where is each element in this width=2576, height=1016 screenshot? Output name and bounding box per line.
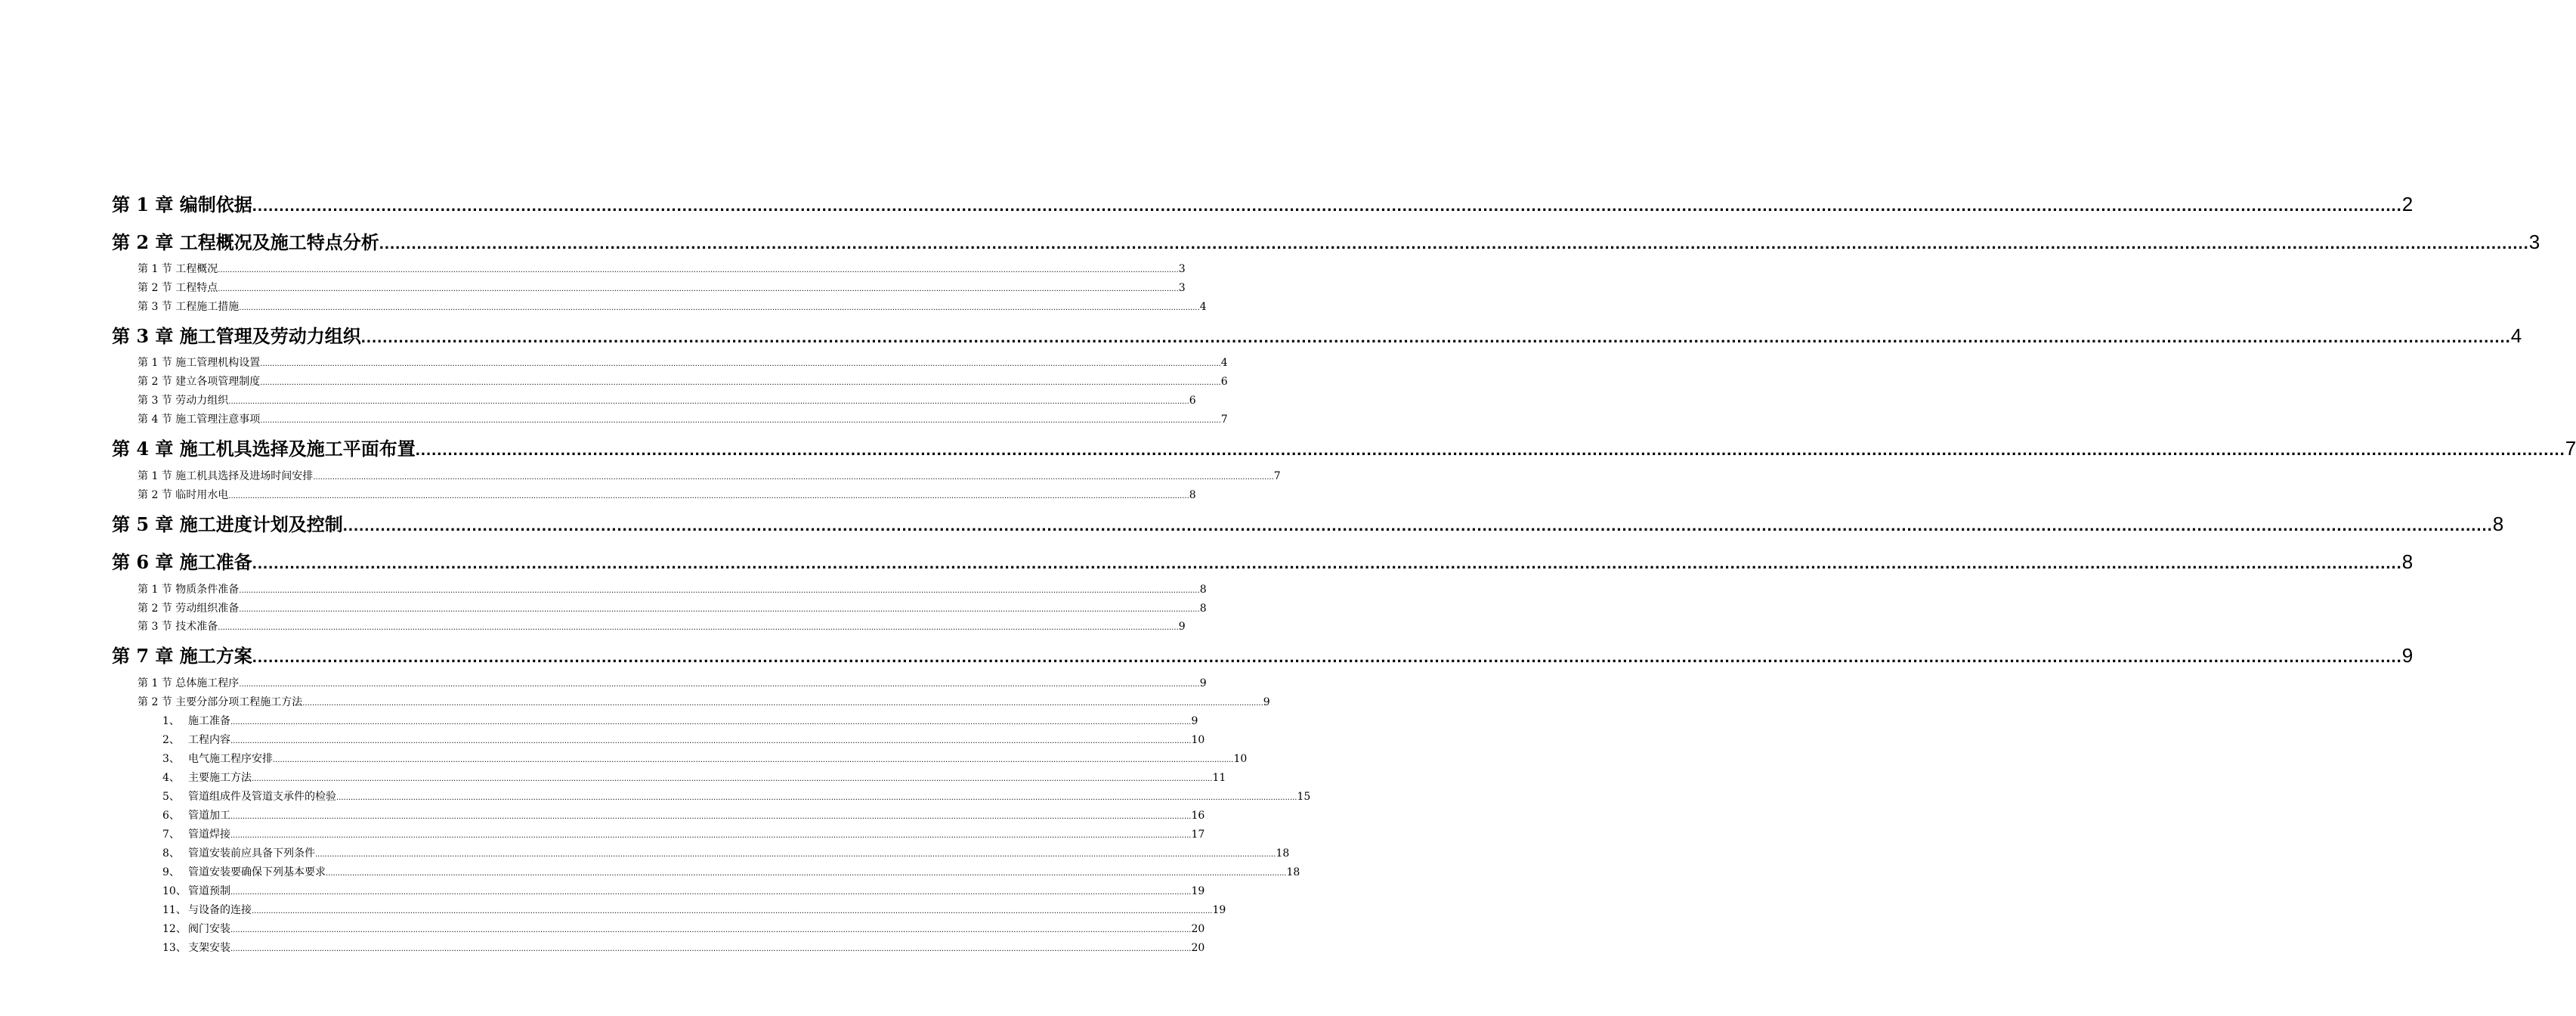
toc-entry-label: 第 5 章 施工进度计划及控制 — [112, 513, 343, 535]
toc-section-entry[interactable] — [138, 487, 1196, 503]
toc-item-title: 工程内容 — [188, 734, 230, 746]
toc-page-number: 9 — [1263, 696, 1270, 708]
toc-chapter-entry[interactable] — [112, 229, 2540, 255]
dot-leader: ................................................................................................................................................................................................................................................................................................................................................................................................................ — [228, 492, 1189, 500]
toc-chapter-entry[interactable] — [112, 435, 2576, 461]
toc-item-entry[interactable] — [162, 788, 1311, 805]
toc-chapter-entry[interactable] — [112, 191, 2414, 217]
toc-item-entry[interactable] — [162, 845, 1290, 862]
toc-entry-label: 第 1 节 施工机具选择及进场时间安排 — [138, 470, 314, 482]
toc-item-number: 1、 — [162, 715, 180, 727]
toc-item-title: 管道安装要确保下列基本要求 — [188, 866, 326, 878]
dot-leader: ................................................................................................................................................................................................................................................................................................................................................................................................................ — [313, 473, 1274, 482]
toc-entry-label: 第 4 节 施工管理注意事项 — [138, 414, 261, 426]
dot-leader: ................................................................................................................................................................................................................................................................................................................................................................................................................ — [239, 606, 1200, 614]
dot-leader: ................................................................................................................................................................................................................................................................................................................................................................................................................ — [218, 266, 1179, 274]
toc-page-number: 8 — [1189, 489, 1196, 501]
toc-entry-label — [162, 770, 252, 786]
toc-entry-label: 第 1 节 工程概况 — [138, 263, 218, 275]
toc-item-number: 8、 — [162, 847, 180, 860]
toc-page-number: 15 — [1297, 791, 1311, 803]
toc-entry-label: 第 2 节 劳动组织准备 — [138, 602, 240, 615]
toc-entry-label — [162, 807, 230, 824]
toc-entry-label — [162, 713, 230, 729]
toc-item-number: 3、 — [162, 753, 180, 765]
toc-entry-label: 第 1 节 总体施工程序 — [138, 677, 240, 689]
toc-entry-label: 第 2 节 建立各项管理制度 — [138, 376, 261, 388]
toc-entry-label: 第 1 节 施工管理机构设置 — [138, 357, 261, 369]
dot-leader: ................................................................................................................................................................................................................................................................................................................................................................................................................ — [239, 587, 1200, 595]
toc-section-entry[interactable] — [138, 411, 1228, 428]
toc-item-number: 9、 — [162, 866, 180, 878]
toc-page-number: 19 — [1191, 885, 1205, 897]
toc-item-number: 12、 — [162, 923, 187, 935]
toc-item-title: 管道预制 — [188, 885, 230, 897]
dot-leader: ................................................................................................................................................................................................................................................................................................................................................................................................................ — [315, 850, 1276, 859]
toc-item-title: 阀门安装 — [188, 923, 230, 935]
toc-chapter-entry[interactable] — [112, 511, 2504, 537]
toc-entry-label: 第 2 节 工程特点 — [138, 282, 218, 294]
toc-entry-label: 第 3 节 劳动力组织 — [138, 395, 229, 407]
dot-leader: ................................................................................................................................................................................................................................................................................................................................................................................................................ — [252, 907, 1213, 915]
toc-entry-label — [162, 883, 230, 900]
toc-page-number: 3 — [1178, 282, 1186, 294]
toc-page-number: 18 — [1286, 866, 1300, 878]
dot-leader: ................................................................................................................................................................................................................................................................................................................................................................................................................ — [302, 699, 1263, 708]
toc-page-number: 8 — [1199, 602, 1207, 615]
toc-item-entry[interactable] — [162, 713, 1198, 729]
dot-leader: ................................................................................................................................................................................................................................................................................................................................................................................................................ — [252, 775, 1213, 783]
toc-page-number: 8 — [1199, 584, 1207, 596]
dot-leader: ................................................................................................................................................................................................................................................................................................................................................................................................................ — [342, 516, 2493, 534]
toc-entry-label: 第 4 章 施工机具选择及施工平面布置 — [112, 438, 416, 460]
toc-page-number: 7 — [1220, 414, 1228, 426]
toc-item-entry[interactable] — [162, 902, 1226, 918]
toc-entry-label — [162, 940, 230, 956]
toc-section-entry[interactable] — [138, 675, 1207, 692]
dot-leader: ................................................................................................................................................................................................................................................................................................................................................................................................................ — [230, 718, 1192, 726]
dot-leader: ................................................................................................................................................................................................................................................................................................................................................................................................................ — [239, 680, 1200, 689]
toc-page-number: 20 — [1191, 942, 1205, 954]
toc-page-number: 9 — [1199, 677, 1207, 689]
dot-leader: ................................................................................................................................................................................................................................................................................................................................................................................................................ — [230, 888, 1192, 897]
toc-item-entry[interactable] — [162, 770, 1226, 786]
toc-item-entry[interactable] — [162, 940, 1205, 956]
toc-section-entry[interactable] — [138, 261, 1186, 277]
toc-entry-label: 第 2 章 工程概况及施工特点分析 — [112, 231, 379, 253]
toc-page-number: 10 — [1191, 734, 1205, 746]
toc-item-number: 2、 — [162, 734, 180, 746]
dot-leader: ................................................................................................................................................................................................................................................................................................................................................................................................................ — [230, 737, 1192, 745]
toc-item-number: 7、 — [162, 829, 180, 841]
toc-page-number: 18 — [1276, 847, 1290, 860]
toc-page-number: 4 — [2510, 324, 2522, 347]
toc-entry-label: 第 3 节 工程施工措施 — [138, 301, 240, 313]
dot-leader: ................................................................................................................................................................................................................................................................................................................................................................................................................ — [230, 945, 1192, 953]
toc-item-number: 6、 — [162, 810, 180, 822]
toc-item-entry[interactable] — [162, 864, 1300, 881]
toc-page-number: 7 — [2565, 437, 2576, 460]
toc-page-number: 8 — [2492, 513, 2504, 535]
toc-item-entry[interactable] — [162, 807, 1205, 824]
toc-page-number: 2 — [2401, 193, 2414, 215]
toc-item-number: 4、 — [162, 772, 180, 784]
toc-item-title: 管道安装前应具备下列条件 — [188, 847, 315, 860]
toc-entry-label — [162, 921, 230, 937]
dot-leader: ................................................................................................................................................................................................................................................................................................................................................................................................................ — [260, 417, 1221, 425]
toc-page-number: 9 — [1178, 621, 1186, 633]
toc-entry-label: 第 6 章 施工准备 — [112, 551, 252, 573]
toc-entry-label: 第 3 节 技术准备 — [138, 621, 218, 633]
toc-section-entry[interactable] — [138, 694, 1270, 711]
dot-leader: ................................................................................................................................................................................................................................................................................................................................................................................................................ — [230, 813, 1192, 821]
toc-item-title: 施工准备 — [188, 715, 230, 727]
dot-leader: ................................................................................................................................................................................................................................................................................................................................................................................................................ — [218, 624, 1179, 632]
toc-item-entry[interactable] — [162, 921, 1205, 937]
toc-page-number: 3 — [1178, 263, 1186, 275]
toc-chapter-entry[interactable] — [112, 549, 2414, 575]
toc-entry-label — [162, 826, 230, 843]
toc-section-entry[interactable] — [138, 373, 1228, 390]
dot-leader: ................................................................................................................................................................................................................................................................................................................................................................................................................ — [230, 832, 1192, 840]
toc-item-title: 电气施工程序安排 — [188, 753, 273, 765]
toc-item-entry[interactable] — [162, 883, 1205, 900]
toc-item-title: 管道焊接 — [188, 829, 230, 841]
toc-section-entry[interactable] — [138, 299, 1207, 315]
toc-page-number: 8 — [2401, 550, 2414, 573]
toc-item-title: 管道组成件及管道支承件的检验 — [188, 791, 336, 803]
dot-leader: ................................................................................................................................................................................................................................................................................................................................................................................................................ — [230, 926, 1192, 934]
dot-leader: ................................................................................................................................................................................................................................................................................................................................................................................................................ — [228, 398, 1189, 406]
toc-item-number: 10、 — [162, 885, 187, 897]
toc-page-number: 9 — [2401, 644, 2414, 667]
toc-section-entry[interactable] — [138, 618, 1186, 635]
toc-page-number: 19 — [1212, 904, 1226, 916]
toc-section-entry[interactable] — [138, 581, 1207, 598]
toc-page-number: 4 — [1220, 357, 1228, 369]
toc-item-entry[interactable] — [162, 732, 1205, 748]
toc-page-number: 11 — [1212, 772, 1226, 784]
toc-page-number: 3 — [2528, 231, 2540, 253]
dot-leader: ................................................................................................................................................................................................................................................................................................................................................................................................................ — [260, 360, 1221, 368]
toc-entry-label — [162, 902, 252, 918]
toc-section-entry[interactable] — [138, 392, 1196, 409]
toc-entry-label — [162, 845, 315, 862]
toc-section-entry[interactable] — [138, 280, 1186, 296]
toc-item-number: 5、 — [162, 791, 180, 803]
toc-item-entry[interactable] — [162, 826, 1205, 843]
toc-entry-label: 第 3 章 施工管理及劳动力组织 — [112, 325, 361, 347]
dot-leader: ................................................................................................................................................................................................................................................................................................................................................................................................................ — [415, 440, 2565, 459]
toc-section-entry[interactable] — [138, 468, 1281, 485]
toc-page-number: 4 — [1199, 301, 1207, 313]
toc-entry-label — [162, 751, 273, 767]
dot-leader: ................................................................................................................................................................................................................................................................................................................................................................................................................ — [252, 196, 2402, 215]
dot-leader: ................................................................................................................................................................................................................................................................................................................................................................................................................ — [326, 869, 1287, 878]
dot-leader: ................................................................................................................................................................................................................................................................................................................................................................................................................ — [252, 553, 2402, 572]
toc-item-entry[interactable] — [162, 751, 1248, 767]
dot-leader: ................................................................................................................................................................................................................................................................................................................................................................................................................ — [379, 234, 2529, 252]
toc-entry-label — [162, 788, 336, 805]
toc-chapter-entry[interactable] — [112, 643, 2414, 668]
toc-entry-label: 第 2 节 临时用水电 — [138, 489, 229, 501]
toc-page-number: 16 — [1191, 810, 1205, 822]
dot-leader: ................................................................................................................................................................................................................................................................................................................................................................................................................ — [336, 794, 1297, 802]
toc-item-number: 13、 — [162, 942, 187, 954]
dot-leader: ................................................................................................................................................................................................................................................................................................................................................................................................................ — [260, 379, 1221, 387]
toc-entry-label — [162, 732, 230, 748]
toc-page-number: 20 — [1191, 923, 1205, 935]
dot-leader: ................................................................................................................................................................................................................................................................................................................................................................................................................ — [239, 304, 1200, 312]
toc-page-number: 6 — [1220, 376, 1228, 388]
toc-entry-label: 第 1 章 编制依据 — [112, 194, 252, 215]
toc-section-entry[interactable] — [138, 600, 1207, 617]
toc-page-number: 10 — [1233, 753, 1248, 765]
toc-entry-label: 第 1 节 物质条件准备 — [138, 584, 240, 596]
toc-entry-label: 第 2 节 主要分部分项工程施工方法 — [138, 696, 303, 708]
toc-item-title: 主要施工方法 — [188, 772, 252, 784]
toc-page-number: 9 — [1191, 715, 1198, 727]
toc-entry-label — [162, 864, 326, 881]
toc-item-title: 支架安装 — [188, 942, 230, 954]
dot-leader: ................................................................................................................................................................................................................................................................................................................................................................................................................ — [273, 756, 1234, 764]
toc-item-title: 管道加工 — [188, 810, 230, 822]
toc-item-number: 11、 — [162, 904, 187, 916]
toc-page-number: 6 — [1189, 395, 1196, 407]
toc-section-entry[interactable] — [138, 355, 1228, 371]
toc-entry-label: 第 7 章 施工方案 — [112, 645, 252, 667]
toc-page-number: 17 — [1191, 829, 1205, 841]
toc-chapter-entry[interactable] — [112, 323, 2522, 348]
dot-leader: ................................................................................................................................................................................................................................................................................................................................................................................................................ — [218, 285, 1179, 293]
toc-item-title: 与设备的连接 — [188, 904, 252, 916]
dot-leader: ................................................................................................................................................................................................................................................................................................................................................................................................................ — [360, 327, 2511, 346]
toc-page-number: 7 — [1273, 470, 1281, 482]
dot-leader: ................................................................................................................................................................................................................................................................................................................................................................................................................ — [252, 647, 2402, 666]
